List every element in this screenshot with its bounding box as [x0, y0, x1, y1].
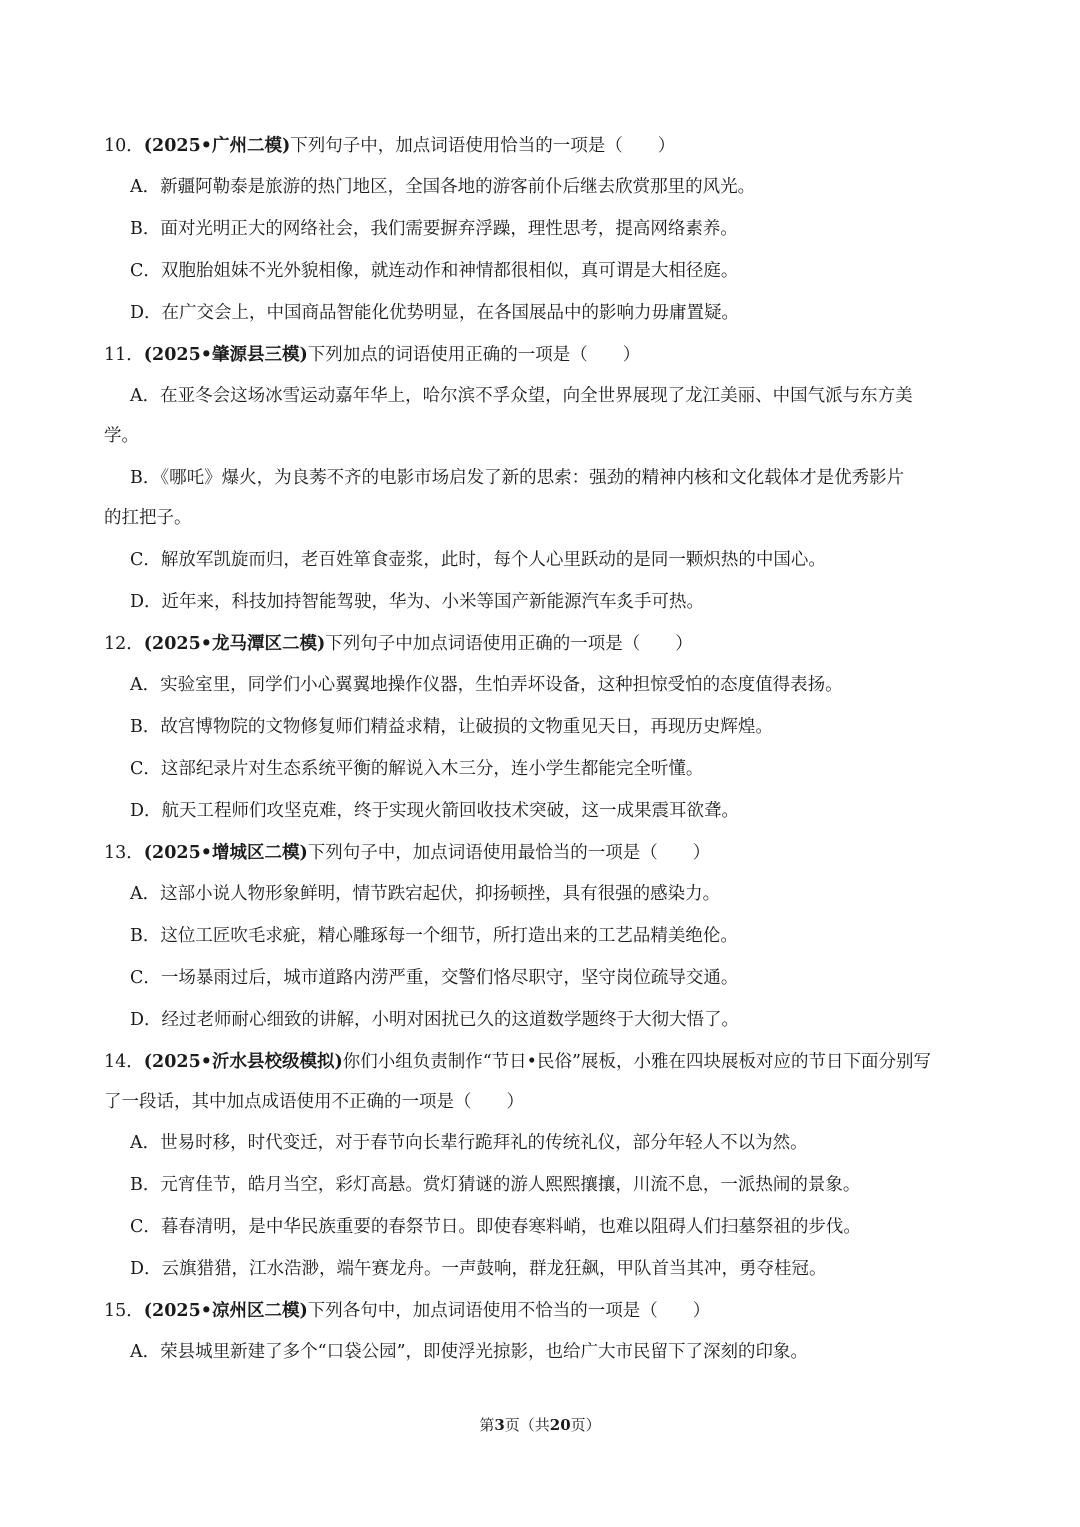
page-footer — [0, 1414, 1080, 1435]
footer-total-pages: 20 — [549, 1416, 571, 1434]
question-stem — [104, 1050, 984, 1114]
option-b: B．面对光明正大的网络社会，我们需要摒弃浮躁，理性思考，提高网络素养。 — [130, 219, 738, 239]
question-text: 下列句子中加点词语使用正确的一项是（ ） — [325, 634, 693, 654]
option-d: D．航天工程师们攻坚克难，终于实现火箭回收技术突破，这一成果震耳欲聋。 — [130, 801, 740, 821]
question-text: 下列句子中，加点词语使用恰当的一项是（ ） — [290, 136, 676, 156]
footer-prefix: 第 — [479, 1416, 495, 1434]
option-a: A．世易时移，时代变迁，对于春节向长辈行跪拜礼的传统礼仪，部分年轻人不以为然。 — [130, 1133, 808, 1153]
question-13 — [104, 841, 984, 1032]
option-d: D．近年来，科技加持智能驾驶，华为、小米等国产新能源汽车炙手可热。 — [130, 592, 705, 612]
option-a-text: A．在亚冬会这场冰雪运动嘉年华上，哈尔滨不孚众望，向全世界展现了龙江美丽、中国气派与东方美 — [130, 386, 913, 406]
option-c: C．这部纪录片对生态系统平衡的解说入木三分，连小学生都能完全听懂。 — [130, 759, 704, 779]
option-d: D．经过老师耐心细致的讲解，小明对困扰已久的这道数学题终于大彻大悟了。 — [130, 1010, 740, 1030]
question-stem — [104, 343, 984, 367]
footer-suffix: 页） — [570, 1416, 601, 1434]
question-stem — [104, 1299, 984, 1323]
option-c: C．一场暴雨过后，城市道路内涝严重，交警们恪尽职守，坚守岗位疏导交通。 — [130, 968, 739, 988]
question-source: (2025•增城区二模) — [143, 843, 308, 863]
option-b-text: B．《哪吒》爆火，为良莠不齐的电影市场启发了新的思索：强劲的精神内核和文化载体才是优秀影片 — [130, 468, 905, 488]
question-number: 15． — [104, 1301, 144, 1321]
option-b: B．这位工匠吹毛求疵，精心雕琢每一个细节，所打造出来的工艺品精美绝伦。 — [130, 926, 738, 946]
option-d: D．云旗猎猎，江水浩渺，端午赛龙舟。一声鼓响，群龙狂飙，甲队首当其冲，勇夺桂冠。 — [130, 1259, 827, 1279]
option-b: B．元宵佳节，皓月当空，彩灯高悬。赏灯猜谜的游人熙熙攘攘，川流不息，一派热闹的景象。 — [130, 1175, 861, 1195]
question-source: (2025•广州二模) — [143, 136, 291, 156]
question-source: (2025•沂水县校级模拟) — [143, 1052, 343, 1072]
option-c: C．解放军凯旋而归，老百姓箪食壶浆，此时，每个人心里跃动的是同一颗炽热的中国心。 — [130, 550, 826, 570]
option-b-continuation: 的扛把子。 — [104, 508, 192, 528]
question-number: 13． — [104, 843, 144, 863]
question-source: (2025•肇源县三模) — [143, 345, 308, 365]
question-10 — [104, 134, 984, 325]
question-stem — [104, 841, 984, 865]
question-14 — [104, 1050, 984, 1281]
question-15 — [104, 1299, 984, 1364]
question-text: 下列各句中，加点词语使用不恰当的一项是（ ） — [307, 1301, 711, 1321]
option-d: D．在广交会上，中国商品智能化优势明显，在各国展品中的影响力毋庸置疑。 — [130, 303, 740, 323]
footer-mid: 页（共 — [504, 1416, 550, 1434]
option-a-continuation: 学。 — [104, 426, 139, 446]
option-c: C．暮春清明，是中华民族重要的春祭节日。即使春寒料峭，也难以阻碍人们扫墓祭祖的步伐。 — [130, 1217, 861, 1237]
option-a: A．荣县城里新建了多个“口袋公园”，即使浮光掠影，也给广大市民留下了深刻的印象。 — [130, 1342, 809, 1362]
footer-page-number: 3 — [494, 1416, 505, 1434]
option-a — [104, 384, 984, 448]
question-source: (2025•龙马潭区二模) — [143, 634, 326, 654]
question-number: 14． — [104, 1052, 144, 1072]
question-text: 下列句子中，加点词语使用最恰当的一项是（ ） — [307, 843, 711, 863]
option-a: A．新疆阿勒泰是旅游的热门地区，全国各地的游客前仆后继去欣赏那里的风光。 — [130, 177, 756, 197]
option-b — [104, 466, 984, 530]
option-b: B．故宫博物院的文物修复师们精益求精，让破损的文物重见天日，再现历史辉煌。 — [130, 717, 773, 737]
option-a: A．实验室里，同学们小心翼翼地操作仪器，生怕弄坏设备，这种担惊受怕的态度值得表扬。 — [130, 675, 843, 695]
option-c: C．双胞胎姐妹不光外貌相像，就连动作和神情都很相似，真可谓是大相径庭。 — [130, 261, 739, 281]
question-number: 11． — [104, 345, 144, 365]
question-text: 你们小组负责制作“节日•民俗”展板，小雅在四块展板对应的节日下面分别写 — [342, 1052, 931, 1072]
question-list — [104, 134, 984, 1382]
question-text-continuation: 了一段话，其中加点成语使用不正确的一项是（ ） — [104, 1092, 524, 1112]
question-text: 下列加点的词语使用正确的一项是（ ） — [307, 345, 641, 365]
question-stem — [104, 632, 984, 656]
question-number: 12． — [104, 634, 144, 654]
option-a: A．这部小说人物形象鲜明，情节跌宕起伏，抑扬顿挫，具有很强的感染力。 — [130, 884, 721, 904]
question-stem — [104, 134, 984, 158]
question-11 — [104, 343, 984, 614]
question-number: 10． — [104, 136, 144, 156]
question-source: (2025•凉州区二模) — [143, 1301, 308, 1321]
question-12 — [104, 632, 984, 823]
